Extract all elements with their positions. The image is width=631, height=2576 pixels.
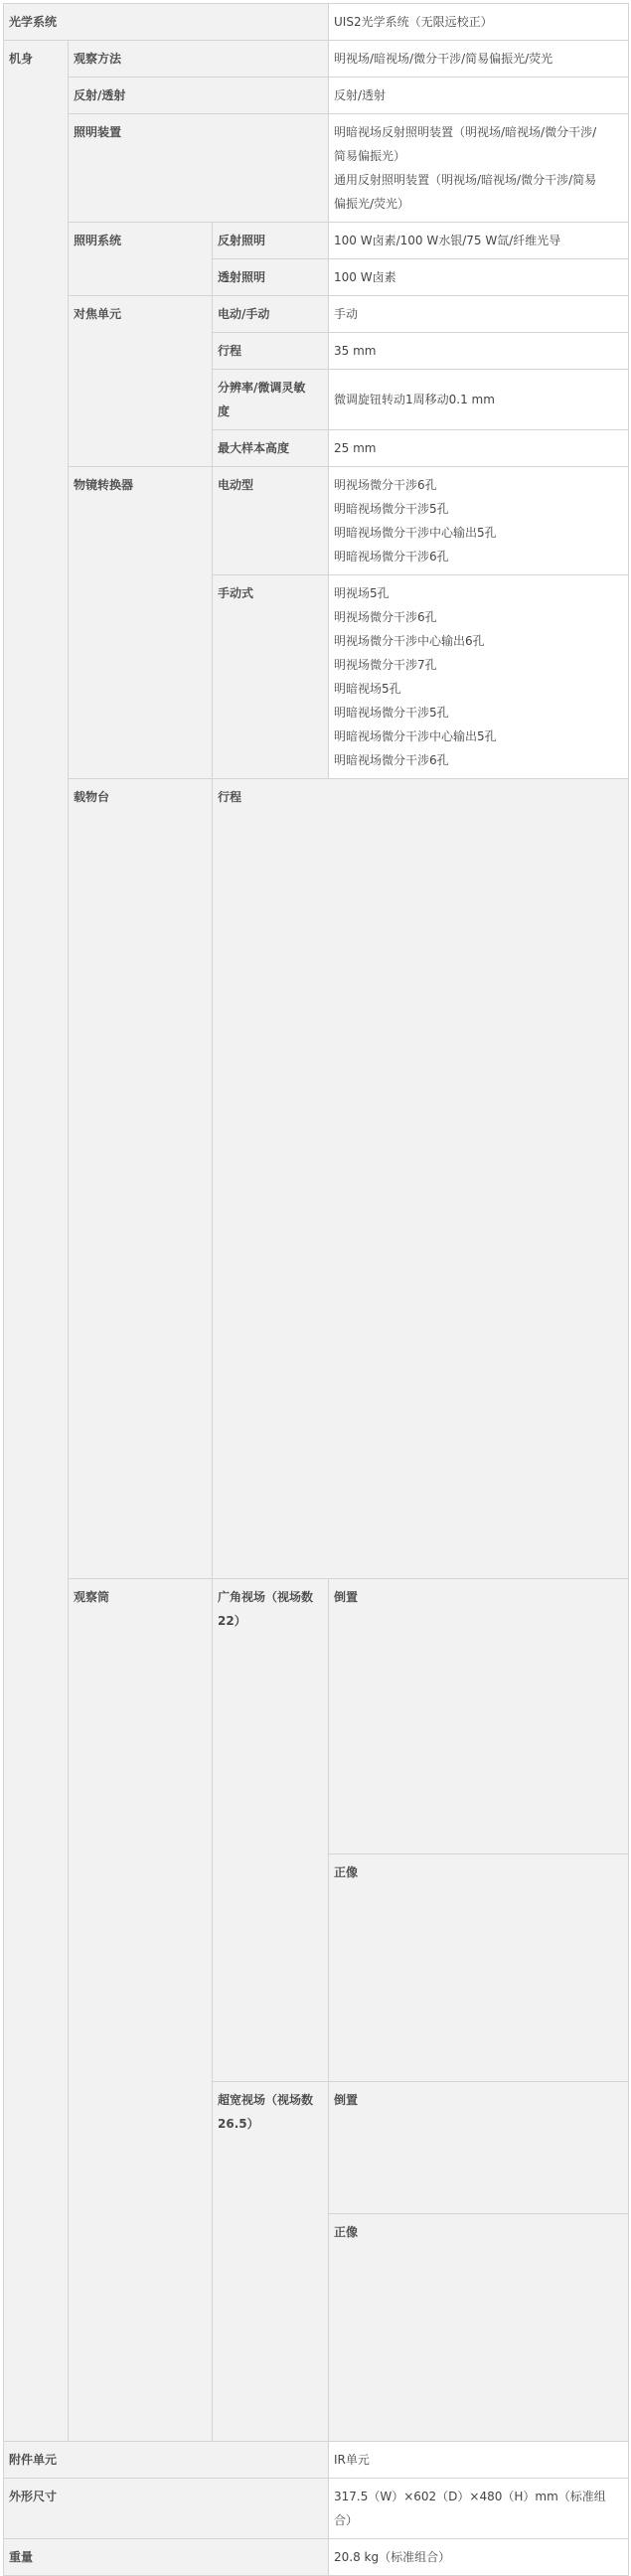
weight-value: 20.8 kg（标准组合） — [329, 2539, 629, 2576]
focus-resolution-label-line: 分辨率/微调灵敏 — [218, 381, 306, 395]
tube-superwide-label-line: 26.5） — [218, 2117, 259, 2131]
nosepiece-label: 物镜转换器 — [69, 467, 213, 779]
nosepiece-manual-line: 明视场微分干涉中心输出6孔 — [334, 634, 485, 648]
illuminator-line: 通用反射照明装置（明视场/暗视场/微分干涉/简易 — [334, 173, 597, 187]
optical-system-value: UIS2光学系统（无限远校正） — [329, 4, 629, 41]
nosepiece-motorized-line: 明视场微分干涉6孔 — [334, 478, 437, 492]
tube-superwide-inverted-label: 倒置 — [329, 2082, 629, 2214]
nosepiece-motorized-label: 电动型 — [213, 467, 329, 575]
nosepiece-motorized-line: 明暗视场微分干涉6孔 — [334, 550, 449, 564]
reflected-illumination-value: 100 W卤素/100 W水银/75 W氙/纤维光导 — [329, 223, 629, 259]
stage-label: 载物台 — [69, 779, 213, 1579]
row-nosepiece-motorized — [4, 467, 629, 575]
nosepiece-manual-line: 明暗视场5孔 — [334, 682, 401, 696]
weight-label: 重量 — [4, 2539, 329, 2576]
focus-resolution-label-line: 度 — [218, 404, 231, 418]
row-weight — [4, 2539, 629, 2576]
tube-superwide-erect-label: 正像 — [329, 2214, 629, 2442]
row-optical-system — [4, 4, 629, 41]
row-accessory — [4, 2442, 629, 2479]
spec-table — [3, 3, 629, 2576]
tube-label: 观察筒 — [69, 1579, 213, 2442]
tube-wide-erect-label: 正像 — [329, 1854, 629, 2082]
nosepiece-motorized-line: 明暗视场微分干涉5孔 — [334, 502, 449, 516]
max-sample-height-value: 25 mm — [329, 430, 629, 467]
focus-motorized-manual-label: 电动/手动 — [213, 296, 329, 333]
max-sample-height-label: 最大样本高度 — [213, 430, 329, 467]
illumination-system-label: 照明系统 — [69, 223, 213, 296]
row-reflected-illumination — [4, 223, 629, 259]
observation-method-label: 观察方法 — [69, 41, 329, 78]
tube-wide-label: 广角视场（视场数22） — [213, 1579, 329, 2082]
nosepiece-motorized-value — [329, 467, 629, 575]
dimensions-label: 外形尺寸 — [4, 2479, 329, 2539]
nosepiece-manual-line: 明视场微分干涉6孔 — [334, 610, 437, 624]
focus-resolution-label — [213, 370, 329, 430]
row-focus-motorized-manual — [4, 296, 629, 333]
tube-superwide-label-line: 超宽视场（视场数 — [218, 2093, 314, 2107]
illuminator-label: 照明装置 — [69, 114, 329, 223]
row-reflect-transmit — [4, 78, 629, 114]
row-illuminator — [4, 114, 629, 223]
focus-motorized-manual-value: 手动 — [329, 296, 629, 333]
stage-stroke-label: 行程 — [213, 779, 629, 1579]
focus-unit-label: 对焦单元 — [69, 296, 213, 467]
focus-stroke-label: 行程 — [213, 333, 329, 370]
reflected-illumination-label: 反射照明 — [213, 223, 329, 259]
row-observation-method — [4, 41, 629, 78]
reflect-transmit-value: 反射/透射 — [329, 78, 629, 114]
dimensions-value: 317.5（W）×602（D）×480（H）mm（标准组合） — [329, 2479, 629, 2539]
illuminator-line: 明暗视场反射照明装置（明视场/暗视场/微分干涉/ — [334, 125, 597, 139]
transmitted-illumination-label: 透射照明 — [213, 259, 329, 296]
tube-superwide-label — [213, 2082, 329, 2442]
optical-system-label: 光学系统 — [4, 4, 329, 41]
row-stage — [4, 779, 629, 1579]
tube-wide-inverted-label: 倒置 — [329, 1579, 629, 1854]
illuminator-line: 简易偏振光） — [334, 149, 406, 163]
nosepiece-manual-line: 明暗视场微分干涉5孔 — [334, 706, 449, 720]
illuminator-line: 偏振光/荧光） — [334, 197, 410, 211]
nosepiece-manual-line: 明视场微分干涉7孔 — [334, 658, 437, 672]
nosepiece-manual-value — [329, 575, 629, 779]
nosepiece-manual-line: 明暗视场微分干涉6孔 — [334, 753, 449, 767]
nosepiece-manual-label: 手动式 — [213, 575, 329, 779]
illuminator-value — [329, 114, 629, 223]
nosepiece-motorized-line: 明暗视场微分干涉中心输出5孔 — [334, 526, 497, 540]
nosepiece-manual-line: 明暗视场微分干涉中心输出5孔 — [334, 729, 497, 743]
row-dimensions — [4, 2479, 629, 2539]
body-label: 机身 — [4, 41, 69, 2442]
reflect-transmit-label: 反射/透射 — [69, 78, 329, 114]
row-tube-wide-inverted — [4, 1579, 629, 1854]
nosepiece-manual-line: 明视场5孔 — [334, 586, 390, 600]
focus-resolution-value: 微调旋钮转动1周移动0.1 mm — [329, 370, 629, 430]
observation-method-value: 明视场/暗视场/微分干涉/简易偏振光/荧光 — [329, 41, 629, 78]
focus-stroke-value: 35 mm — [329, 333, 629, 370]
accessory-value: IR单元 — [329, 2442, 629, 2479]
transmitted-illumination-value: 100 W卤素 — [329, 259, 629, 296]
accessory-label: 附件单元 — [4, 2442, 329, 2479]
